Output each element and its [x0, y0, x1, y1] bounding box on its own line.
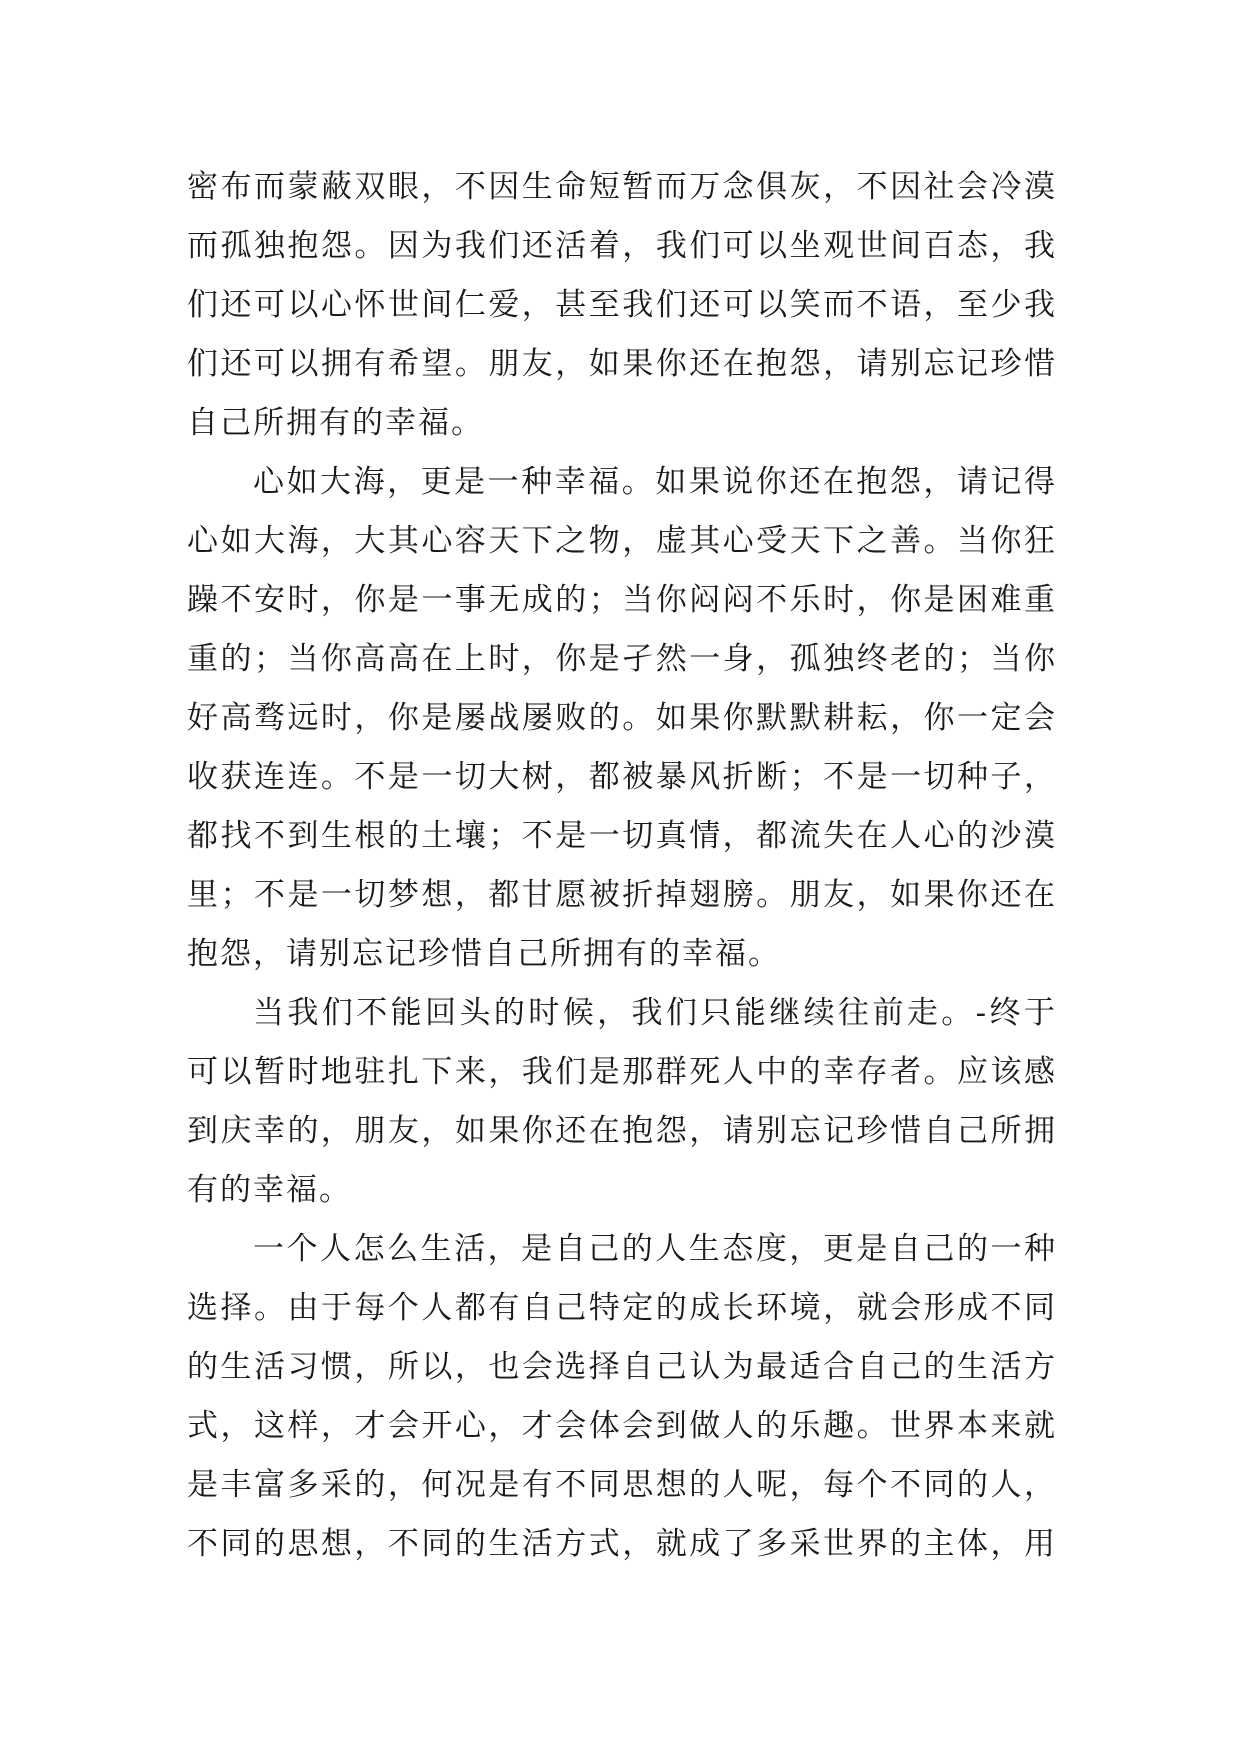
text-line: 密布而蒙蔽双眼，不因生命短暂而万念俱灰，不因社会冷漠: [187, 169, 1057, 205]
text-line: 都找不到生根的土壤；不是一切真情，都流失在人心的沙漠: [187, 818, 1057, 854]
text-line: 选择。由于每个人都有自己特定的成长环境，就会形成不同: [187, 1290, 1057, 1326]
text-line: 而孤独抱怨。因为我们还活着，我们可以坐观世间百态，我: [187, 228, 1057, 264]
text-line: 里；不是一切梦想，都甘愿被折掉翅膀。朋友，如果你还在: [187, 877, 1057, 913]
text-line: 可以暂时地驻扎下来，我们是那群死人中的幸存者。应该感: [187, 1054, 1057, 1090]
text-line: 收获连连。不是一切大树，都被暴风折断；不是一切种子，: [187, 759, 1057, 795]
text-line: 好高骛远时，你是屡战屡败的。如果你默默耕耘，你一定会: [187, 700, 1057, 736]
text-line: 式，这样，才会开心，才会体会到做人的乐趣。世界本来就: [187, 1408, 1057, 1444]
text-line: 一个人怎么生活，是自己的人生态度，更是自己的一种: [253, 1231, 1057, 1267]
text-line: 当我们不能回头的时候，我们只能继续往前走。-终于: [253, 995, 1057, 1031]
text-line: 心如大海，更是一种幸福。如果说你还在抱怨，请记得: [253, 464, 1057, 500]
text-line: 有的幸福。: [187, 1172, 352, 1208]
text-line: 重的；当你高高在上时，你是孑然一身，孤独终老的；当你: [187, 641, 1057, 677]
text-line: 到庆幸的，朋友，如果你还在抱怨，请别忘记珍惜自己所拥: [187, 1113, 1057, 1149]
body-text: [187, 158, 1057, 1574]
text-line: 抱怨，请别忘记珍惜自己所拥有的幸福。: [187, 936, 781, 972]
text-line: 们还可以拥有希望。朋友，如果你还在抱怨，请别忘记珍惜: [187, 346, 1057, 382]
text-line: 不同的思想，不同的生活方式，就成了多采世界的主体，用: [187, 1526, 1057, 1562]
text-line: 的生活习惯，所以，也会选择自己认为最适合自己的生活方: [187, 1349, 1057, 1385]
text-line: 是丰富多采的，何况是有不同思想的人呢，每个不同的人，: [187, 1467, 1057, 1503]
text-line: 们还可以心怀世间仁爱，甚至我们还可以笑而不语，至少我: [187, 287, 1057, 323]
text-line: 躁不安时，你是一事无成的；当你闷闷不乐时，你是困难重: [187, 582, 1057, 618]
text-line: 自己所拥有的幸福。: [187, 405, 484, 441]
text-line: 心如大海，大其心容天下之物，虚其心受天下之善。当你狂: [187, 523, 1057, 559]
